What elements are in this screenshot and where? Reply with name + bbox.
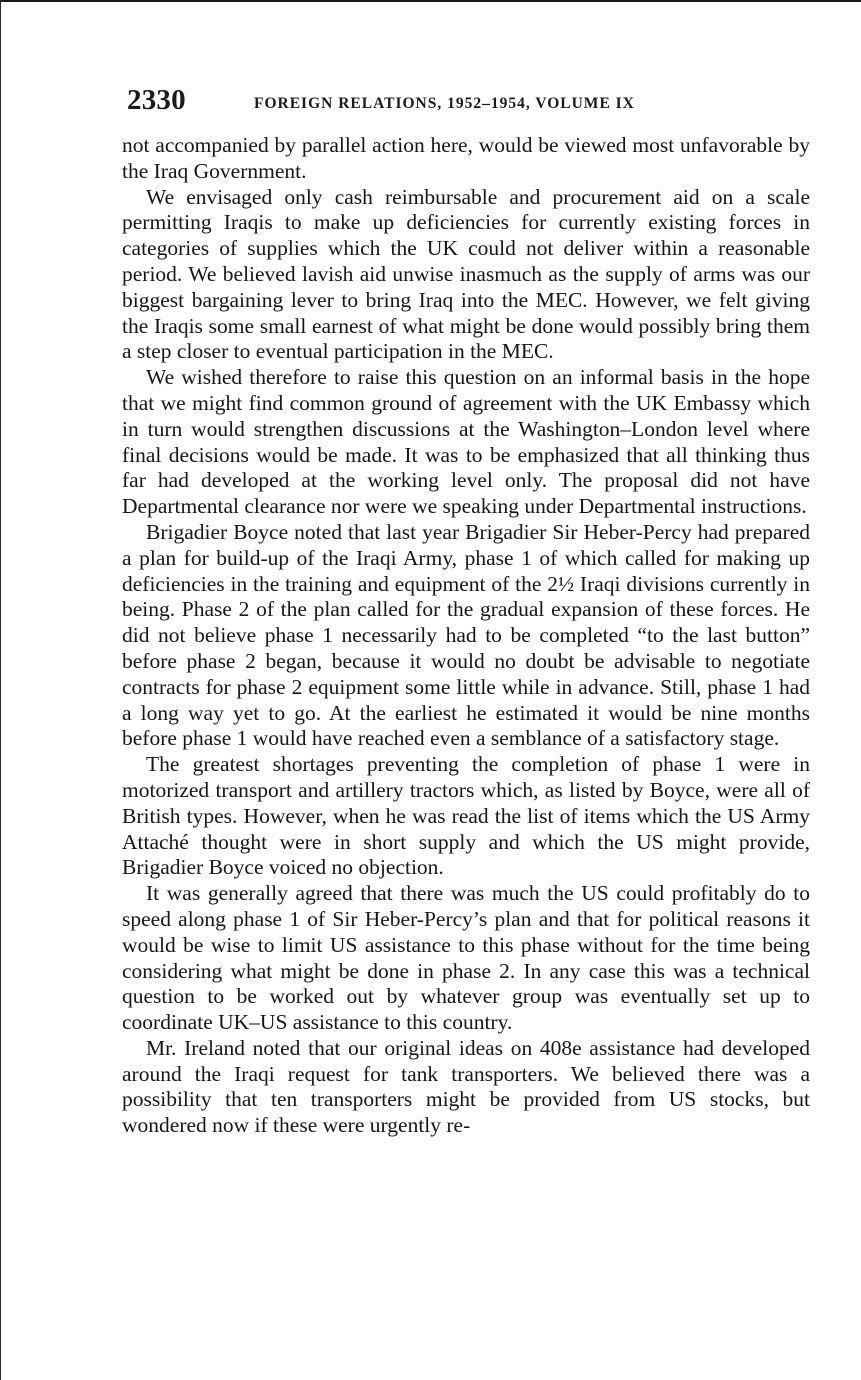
paragraph-boyce-plan: Brigadier Boyce noted that last year Brigadier Sir Heber-Percy had prepared a plan for build-up of the Iraqi Army, phase 1 of which called for making up deficiencies in the training and equipment of the 2½ Iraqi divisions currently in being. Phase 2 of the plan called for the gradual expansion of these forces. He did not believe phase 1 necessarily had to be completed “to the last button” before phase 2 began, because it would no doubt be advisable to negotiate contracts for phase 2 equipment some little while in advance. Still, phase 1 had a long way yet to go. At the earliest he estimated it would be nine months before phase 1 would have reached even a semblance of a satisfactory stage. — [122, 519, 810, 751]
page-number: 2330 — [127, 84, 186, 116]
paragraph-aid-envisaged: We envisaged only cash reimbursable and procurement aid on a scale permitting Iraqis to make up deficiencies for currently existing forces in categories of supplies which the UK could not deliver within a reasonable period. We believed lavish aid unwise inasmuch as the supply of arms was our biggest bargaining lever to bring Iraq into the MEC. However, we felt giving the Iraqis some small earnest of what might be done would possibly bring them a step closer to eventual participation in the MEC. — [122, 184, 810, 364]
running-head: FOREIGN RELATIONS, 1952–1954, VOLUME IX — [254, 95, 635, 112]
body-text — [122, 133, 810, 1139]
paragraph-agreement: It was generally agreed that there was much the US could profitably do to speed along phase 1 of Sir Heber-Percy’s plan and that for political reasons it would be wise to limit US assistance to this phase without for the time being considering what might be done in phase 2. In any case this was a technical question to be worked out by whatever group was eventually set up to coordinate UK–US assistance to this country. — [122, 881, 810, 1035]
page-header — [127, 84, 817, 124]
paragraph-continued: not accompanied by parallel action here, would be viewed most unfavorable by the Iraq Government. — [122, 133, 810, 183]
paragraph-informal-basis: We wished therefore to raise this question on an informal basis in the hope that we might find common ground of agreement with the UK Embassy which in turn would strengthen discussions at the Washington–London level where final decisions would be made. It was to be emphasized that all thinking thus far had developed at the working level only. The proposal did not have Departmental clearance nor were we speaking under Departmental instructions. — [122, 365, 810, 519]
paragraph-shortages: The greatest shortages preventing the completion of phase 1 were in motorized transport and artillery tractors which, as listed by Boyce, were all of British types. However, when he was read the list of items which the US Army Attaché thought were in short supply and which the US might provide, Brigadier Boyce voiced no objection. — [122, 752, 810, 880]
paragraph-transporters: Mr. Ireland noted that our original ideas on 408e assistance had developed around the Iraqi request for tank transporters. We believed there was a possibility that ten transporters might be provided from US stocks, but wondered now if these were urgently re- — [122, 1035, 810, 1138]
